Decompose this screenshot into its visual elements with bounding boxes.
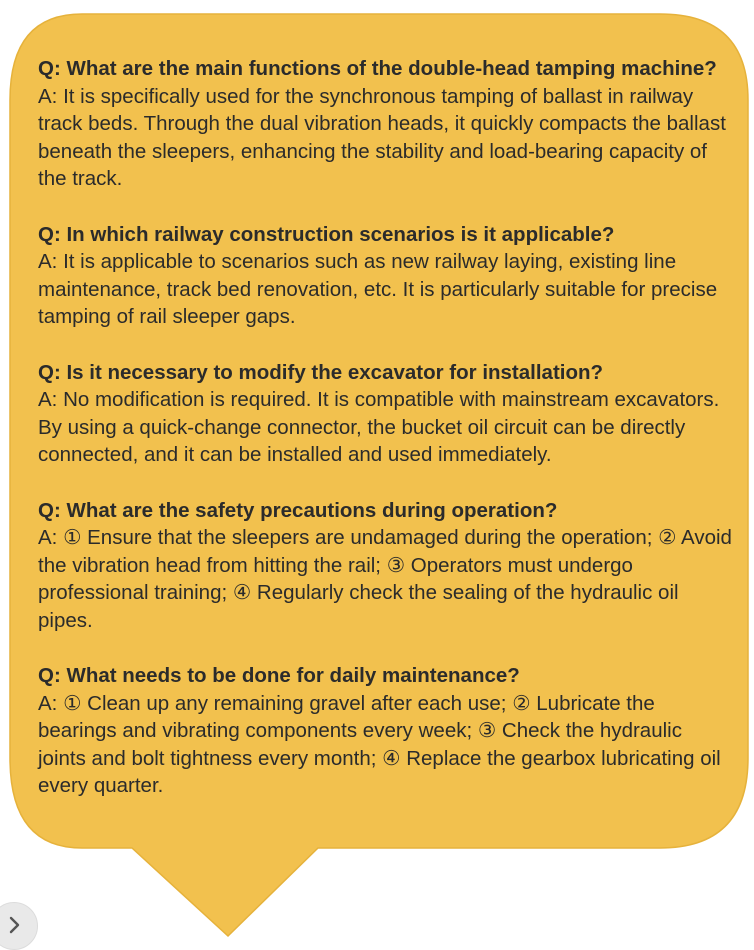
- faq-item: [38, 221, 734, 331]
- faq-question: Q: Is it necessary to modify the excavator for installation?: [38, 360, 604, 384]
- faq-question: Q: What needs to be done for daily maintenance?: [38, 664, 520, 688]
- faq-item: [38, 497, 734, 635]
- faq-answer: A: It is applicable to scenarios such as new railway laying, existing line maintenance, track bed renovation, etc. It is particularly suitable for precise tamping of rail sleeper gaps.: [38, 250, 718, 329]
- faq-item: [38, 662, 734, 800]
- faq-answer: A: ① Clean up any remaining gravel after each use; ② Lubricate the bearings and vibrating components every week; ③ Check the hydraulic joints and bolt tightness every month; ④ Replace the gearbox lubricating oil every quarter.: [38, 691, 721, 798]
- chevron-right-icon: [8, 915, 22, 935]
- faq-question: Q: What are the safety precautions during operation?: [38, 498, 558, 522]
- faq-answer: A: No modification is required. It is compatible with mainstream excavators. By using a quick-change connector, the bucket oil circuit can be directly connected, and it can be installed and used immediately.: [38, 388, 720, 467]
- faq-answer: A: ① Ensure that the sleepers are undamaged during the operation; ② Avoid the vibration head from hitting the rail; ③ Operators must undergo professional training; ④ Regularly check the sealing of the hydraulic oil pipes.: [38, 526, 732, 632]
- faq-answer: A: It is specifically used for the synchronous tamping of ballast in railway track beds. Through the dual vibration heads, it quickly compacts the ballast beneath the sleepers, enhancing the stability and load-bearing capacity of the track.: [38, 84, 726, 191]
- faq-item: [38, 359, 734, 469]
- faq-question: Q: In which railway construction scenarios is it applicable?: [38, 222, 615, 246]
- faq-item: [38, 55, 734, 193]
- faq-list: [38, 55, 734, 828]
- faq-question: Q: What are the main functions of the double-head tamping machine?: [38, 57, 717, 80]
